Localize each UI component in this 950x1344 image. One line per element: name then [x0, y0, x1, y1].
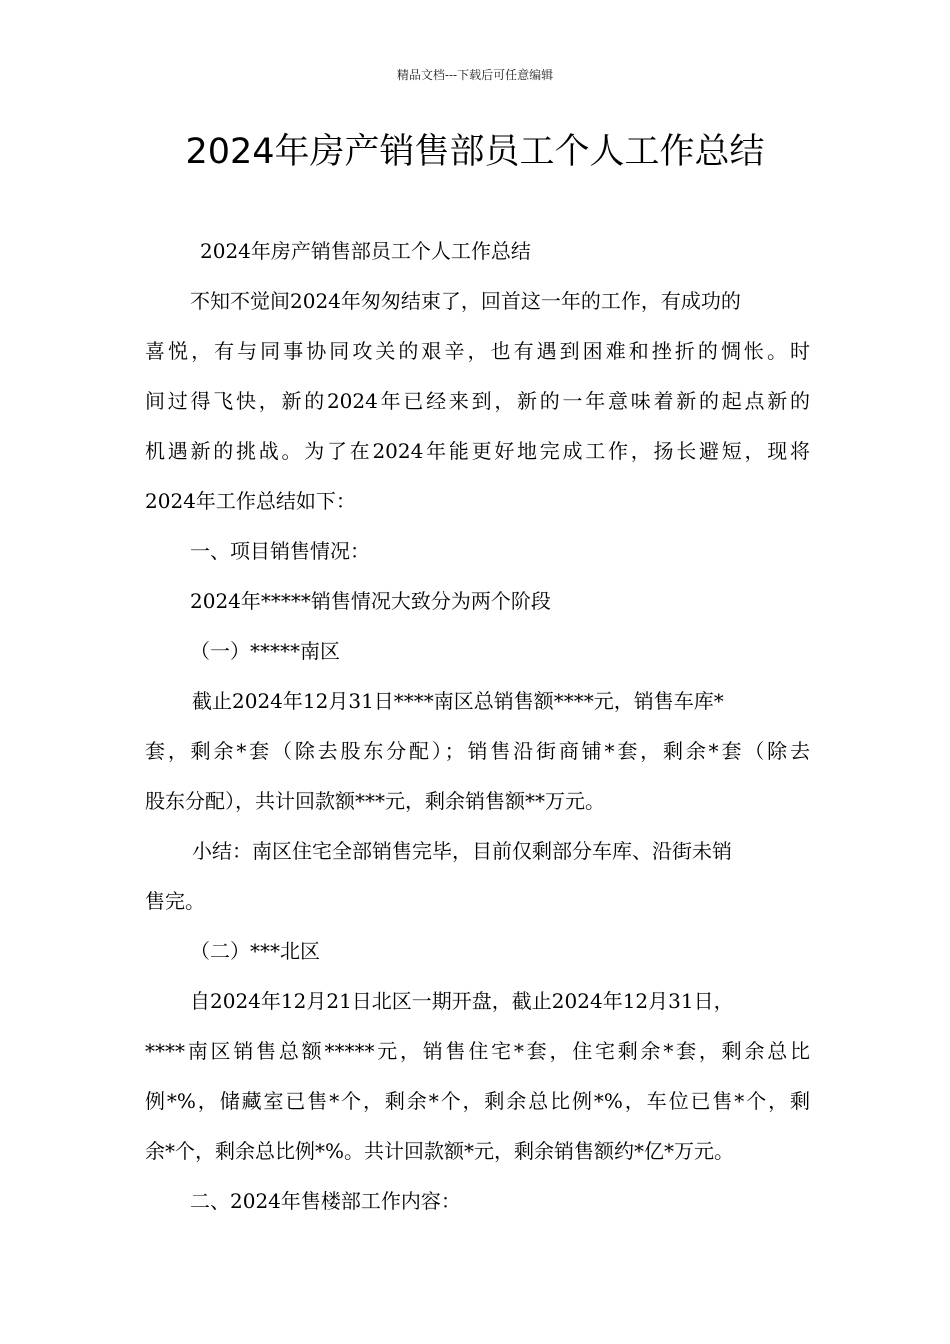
paragraph-line: 小结：南区住宅全部销售完毕，目前仅剩部分车库、沿街未销: [192, 839, 732, 863]
paragraph-line: 自2024年12月21日北区一期开盘，截止2024年12月31日，: [190, 989, 734, 1013]
subsection-heading: （一）*****南区: [190, 639, 340, 663]
header-note: 精品文档---下载后可任意编辑: [396, 68, 554, 82]
paragraph-line: 套，剩余*套（除去股东分配）；销售沿街商铺*套，剩余*套（除去: [145, 739, 810, 763]
paragraph-line: 例*%，储藏室已售*个，剩余*个，剩余总比例*%，车位已售*个，剩: [145, 1089, 810, 1113]
paragraph-line: 不知不觉间2024年匆匆结束了，回首这一年的工作，有成功的: [190, 289, 741, 313]
paragraph-line: 截止2024年12月31日****南区总销售额****元，销售车库*: [192, 689, 724, 713]
section-heading: 一、项目销售情况：: [190, 539, 370, 563]
paragraph-line: 喜悦，有与同事协同攻关的艰辛，也有遇到困难和挫折的惆怅。时: [145, 339, 810, 363]
document-title: 2024年房产销售部员工个人工作总结: [185, 132, 765, 172]
paragraph-line: ****南区销售总额*****元，销售住宅*套，住宅剩余*套，剩余总比: [145, 1039, 810, 1063]
subsection-heading: （二）***北区: [190, 939, 320, 963]
paragraph-line: 间过得飞快，新的2024年已经来到，新的一年意味着新的起点新的: [145, 389, 810, 413]
subtitle-line: 2024年房产销售部员工个人工作总结: [200, 239, 531, 263]
paragraph-line: 机遇新的挑战。为了在2024年能更好地完成工作，扬长避短，现将: [145, 439, 810, 463]
paragraph-line: 售完。: [145, 889, 205, 913]
paragraph-line: 股东分配），共计回款额***元，剩余销售额**万元。: [145, 789, 605, 813]
section-heading: 二、2024年售楼部工作内容：: [190, 1189, 461, 1213]
paragraph-line: 余*个，剩余总比例*%。共计回款额*元，剩余销售额约*亿*万元。: [145, 1139, 735, 1163]
paragraph-line: 2024年工作总结如下：: [145, 489, 356, 513]
paragraph-line: 2024年*****销售情况大致分为两个阶段: [190, 589, 551, 613]
